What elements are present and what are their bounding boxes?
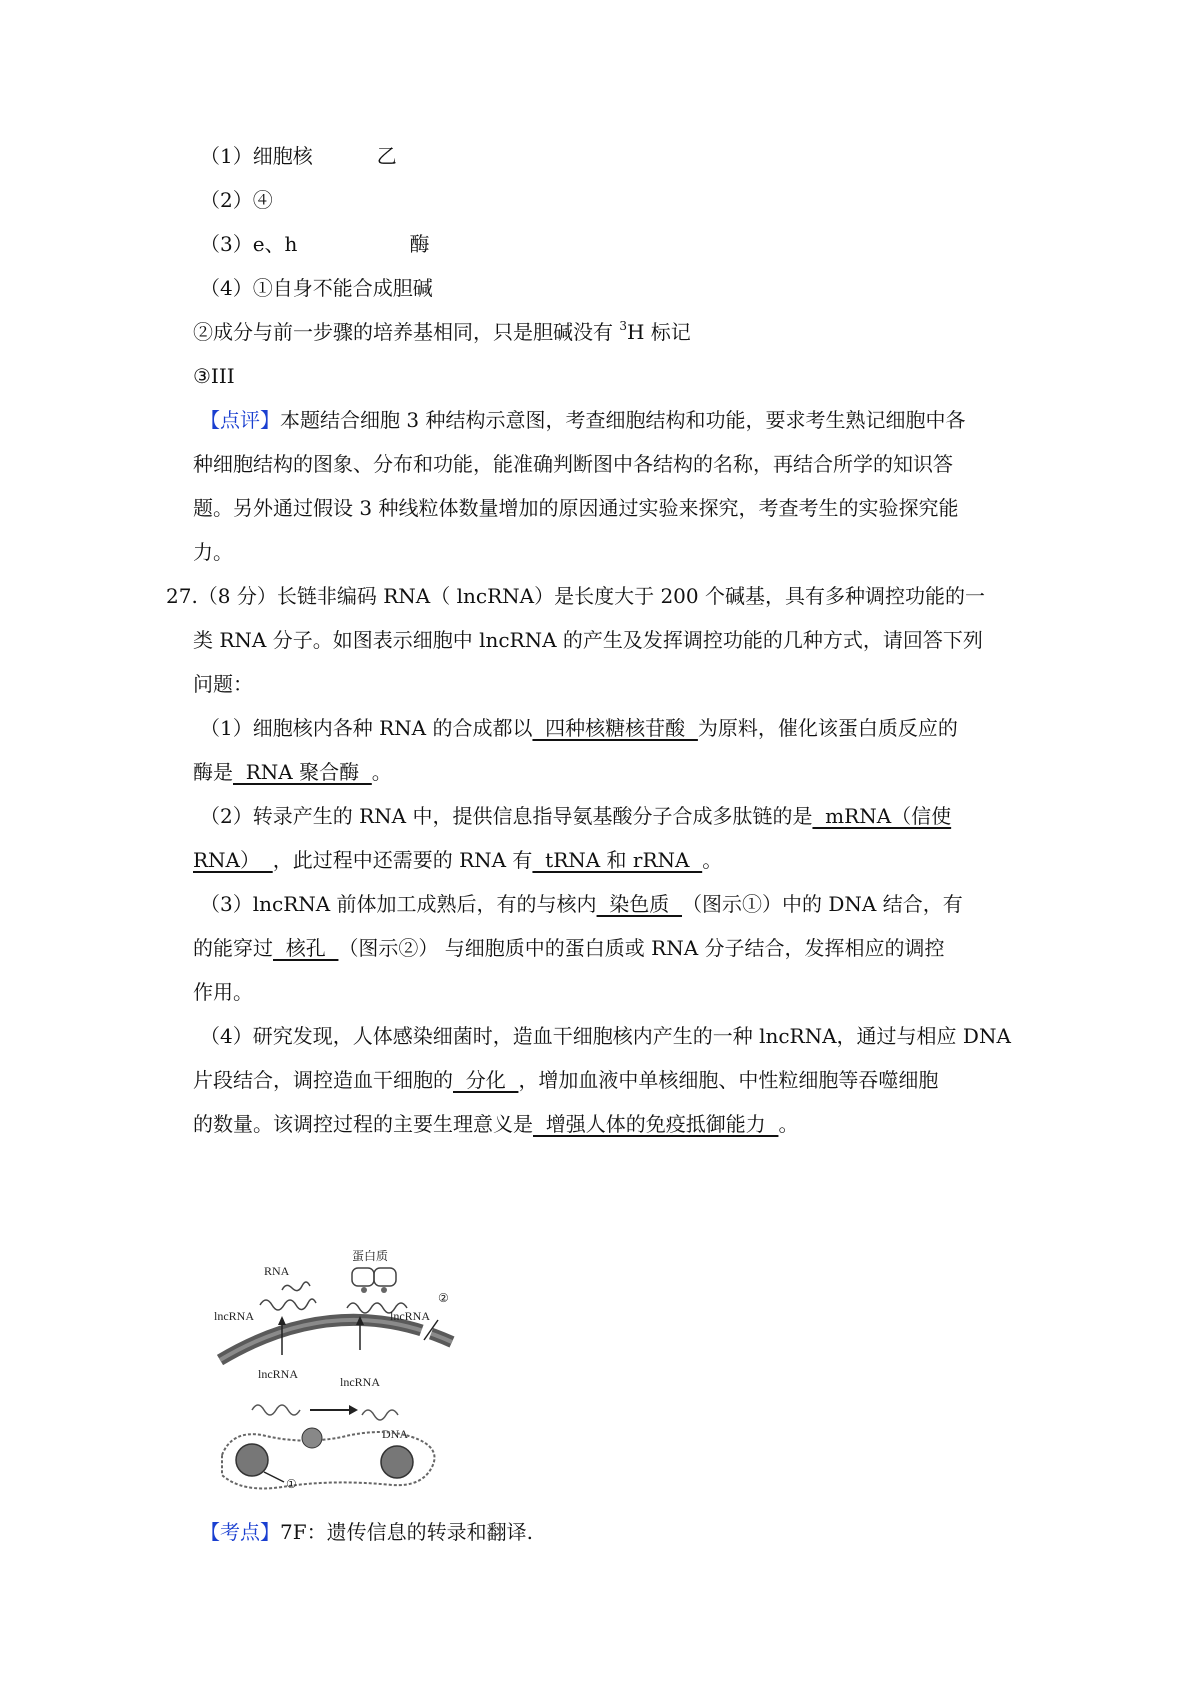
comment-line-3: 题。另外通过假设 3 种线粒体数量增加的原因通过实验来探究，考查考生的实验探究能 <box>193 496 959 520</box>
q27-part4-line2 <box>193 1066 938 1094</box>
q27-part4-line3 <box>193 1110 798 1138</box>
q27-p4-text-d: 的数量。该调控过程的主要生理意义是 <box>193 1112 533 1136</box>
q27-p3-answer-2: 核孔 <box>273 936 339 960</box>
answer-3-label: （3）e、h <box>200 232 298 256</box>
answer-1-value: 乙 <box>376 144 397 168</box>
q27-p2-answer-2: tRNA 和 rRNA <box>532 848 703 872</box>
q27-part3-line1 <box>200 890 963 918</box>
label-protein: 蛋白质 <box>352 1250 389 1263</box>
answer-1 <box>200 142 397 170</box>
q27-part1-line1 <box>200 714 958 742</box>
chromatin-knot-right <box>381 1446 413 1478</box>
label-lncrna-right: lncRNA <box>390 1309 430 1323</box>
comment-text-1: 本题结合细胞 3 种结构示意图，考查细胞结构和功能，要求考生熟记细胞中各 <box>280 408 966 432</box>
comment-line-4: 力。 <box>193 540 233 564</box>
label-circle-2: ② <box>438 1291 449 1305</box>
q27-part4-line1: （4）研究发现，人体感染细菌时，造血干细胞核内产生的一种 lncRNA，通过与相应 DNA <box>200 1024 1011 1048</box>
q27-p4-answer-2: 增强人体的免疫抵御能力 <box>533 1112 779 1136</box>
q27-part1-line2 <box>193 758 392 786</box>
q27-p4-answer-1: 分化 <box>453 1068 519 1092</box>
q27-p1-text-b: 为原料，催化该蛋白质反应的 <box>697 716 958 740</box>
q27-p3-text-d: （图示②） 与细胞质中的蛋白质或 RNA 分子结合，发挥相应的调控 <box>338 936 945 960</box>
q27-p3-text-c: 的能穿过 <box>193 936 273 960</box>
q27-stem-1: 27.（8 分）长链非编码 RNA（ lncRNA）是长度大于 200 个碱基，具有多种调控功能的一 <box>166 584 985 608</box>
lncrna-mature-coil <box>362 1410 398 1420</box>
answer-4-2-post: H 标记 <box>627 320 691 344</box>
lncrna-diagram <box>212 1250 482 1495</box>
label-lncrna-inner-1: lncRNA <box>258 1367 298 1381</box>
arrow-up-left-head <box>278 1316 286 1325</box>
answer-2: （2）④ <box>200 188 273 212</box>
q27-p1-answer-1: 四种核糖核苷酸 <box>532 716 698 740</box>
lncrna-precursor-coil <box>252 1405 300 1415</box>
q27-p2-text-c: 。 <box>702 848 723 872</box>
label-rna: RNA <box>264 1264 290 1278</box>
answer-1-label: （1）细胞核 <box>200 144 313 168</box>
q27-part3-line3: 作用。 <box>193 980 253 1004</box>
q27-p2-text-b: ，此过程中还需要的 RNA 有 <box>272 848 533 872</box>
label-dna: DNA <box>382 1427 408 1441</box>
q27-part3-line2 <box>193 934 945 962</box>
protein-shape-2 <box>374 1268 396 1286</box>
q27-p3-answer-1: 染色质 <box>596 892 682 916</box>
q27-p2-answer-1b: RNA） <box>193 848 273 872</box>
rna-coil <box>282 1282 310 1291</box>
q27-part2-line2 <box>193 846 722 874</box>
answer-4-3: ③III <box>193 364 235 388</box>
label-circle-1: ① <box>286 1477 297 1491</box>
lncrna-coil-left <box>260 1299 316 1310</box>
kaodian-line <box>200 1518 533 1546</box>
q27-p2-answer-1a: mRNA（信使 <box>812 804 952 828</box>
label-lncrna-inner-2: lncRNA <box>340 1375 380 1389</box>
answer-4-2 <box>193 318 691 346</box>
q27-p2-text-a: （2）转录产生的 RNA 中，提供信息指导氨基酸分子合成多肽链的是 <box>200 804 813 828</box>
answer-4-1: （4）①自身不能合成胆碱 <box>200 276 433 300</box>
q27-part2-line1 <box>200 802 951 830</box>
superscript-3: 3 <box>619 319 627 333</box>
q27-stem-3: 问题： <box>193 672 253 696</box>
pointer-1-line <box>264 1472 284 1482</box>
protein-shape-1 <box>352 1268 374 1286</box>
q27-p3-text-b: （图示①）中的 DNA 结合，有 <box>682 892 963 916</box>
chromatin-knot-mid <box>302 1428 322 1448</box>
answer-4-2-pre: ②成分与前一步骤的培养基相同，只是胆碱没有 <box>193 320 613 344</box>
answer-3-value: 酶 <box>409 232 430 256</box>
q27-p4-text-b: 片段结合，调控造血干细胞的 <box>193 1068 453 1092</box>
chromatin-knot-left <box>236 1444 268 1476</box>
kaodian-tag: 【考点】 <box>200 1520 280 1544</box>
lncrna-diagram-svg <box>212 1250 482 1495</box>
q27-p1-text-c: 酶是 <box>193 760 233 784</box>
q27-p3-text-a: （3）lncRNA 前体加工成熟后，有的与核内 <box>200 892 597 916</box>
answer-3 <box>200 230 429 258</box>
q27-stem-2: 类 RNA 分子。如图表示细胞中 lncRNA 的产生及发挥调控功能的几种方式，请回答下列 <box>193 628 983 652</box>
processing-arrow-head <box>349 1405 358 1415</box>
comment-line-1 <box>200 406 965 434</box>
q27-p4-text-c: ，增加血液中单核细胞、中性粒细胞等吞噬细胞 <box>518 1068 939 1092</box>
q27-p1-answer-2: RNA 聚合酶 <box>233 760 372 784</box>
comment-line-2: 种细胞结构的图象、分布和功能，能准确判断图中各结构的名称，再结合所学的知识答 <box>193 452 953 476</box>
q27-p1-text-a: （1）细胞核内各种 RNA 的合成都以 <box>200 716 533 740</box>
q27-p4-text-e: 。 <box>778 1112 799 1136</box>
comment-tag: 【点评】 <box>200 408 280 432</box>
q27-p1-text-d: 。 <box>371 760 392 784</box>
protein-dot-1 <box>361 1287 367 1293</box>
kaodian-text: 7F：遗传信息的转录和翻译. <box>280 1520 533 1544</box>
label-lncrna-left: lncRNA <box>214 1309 254 1323</box>
protein-dot-2 <box>381 1287 387 1293</box>
